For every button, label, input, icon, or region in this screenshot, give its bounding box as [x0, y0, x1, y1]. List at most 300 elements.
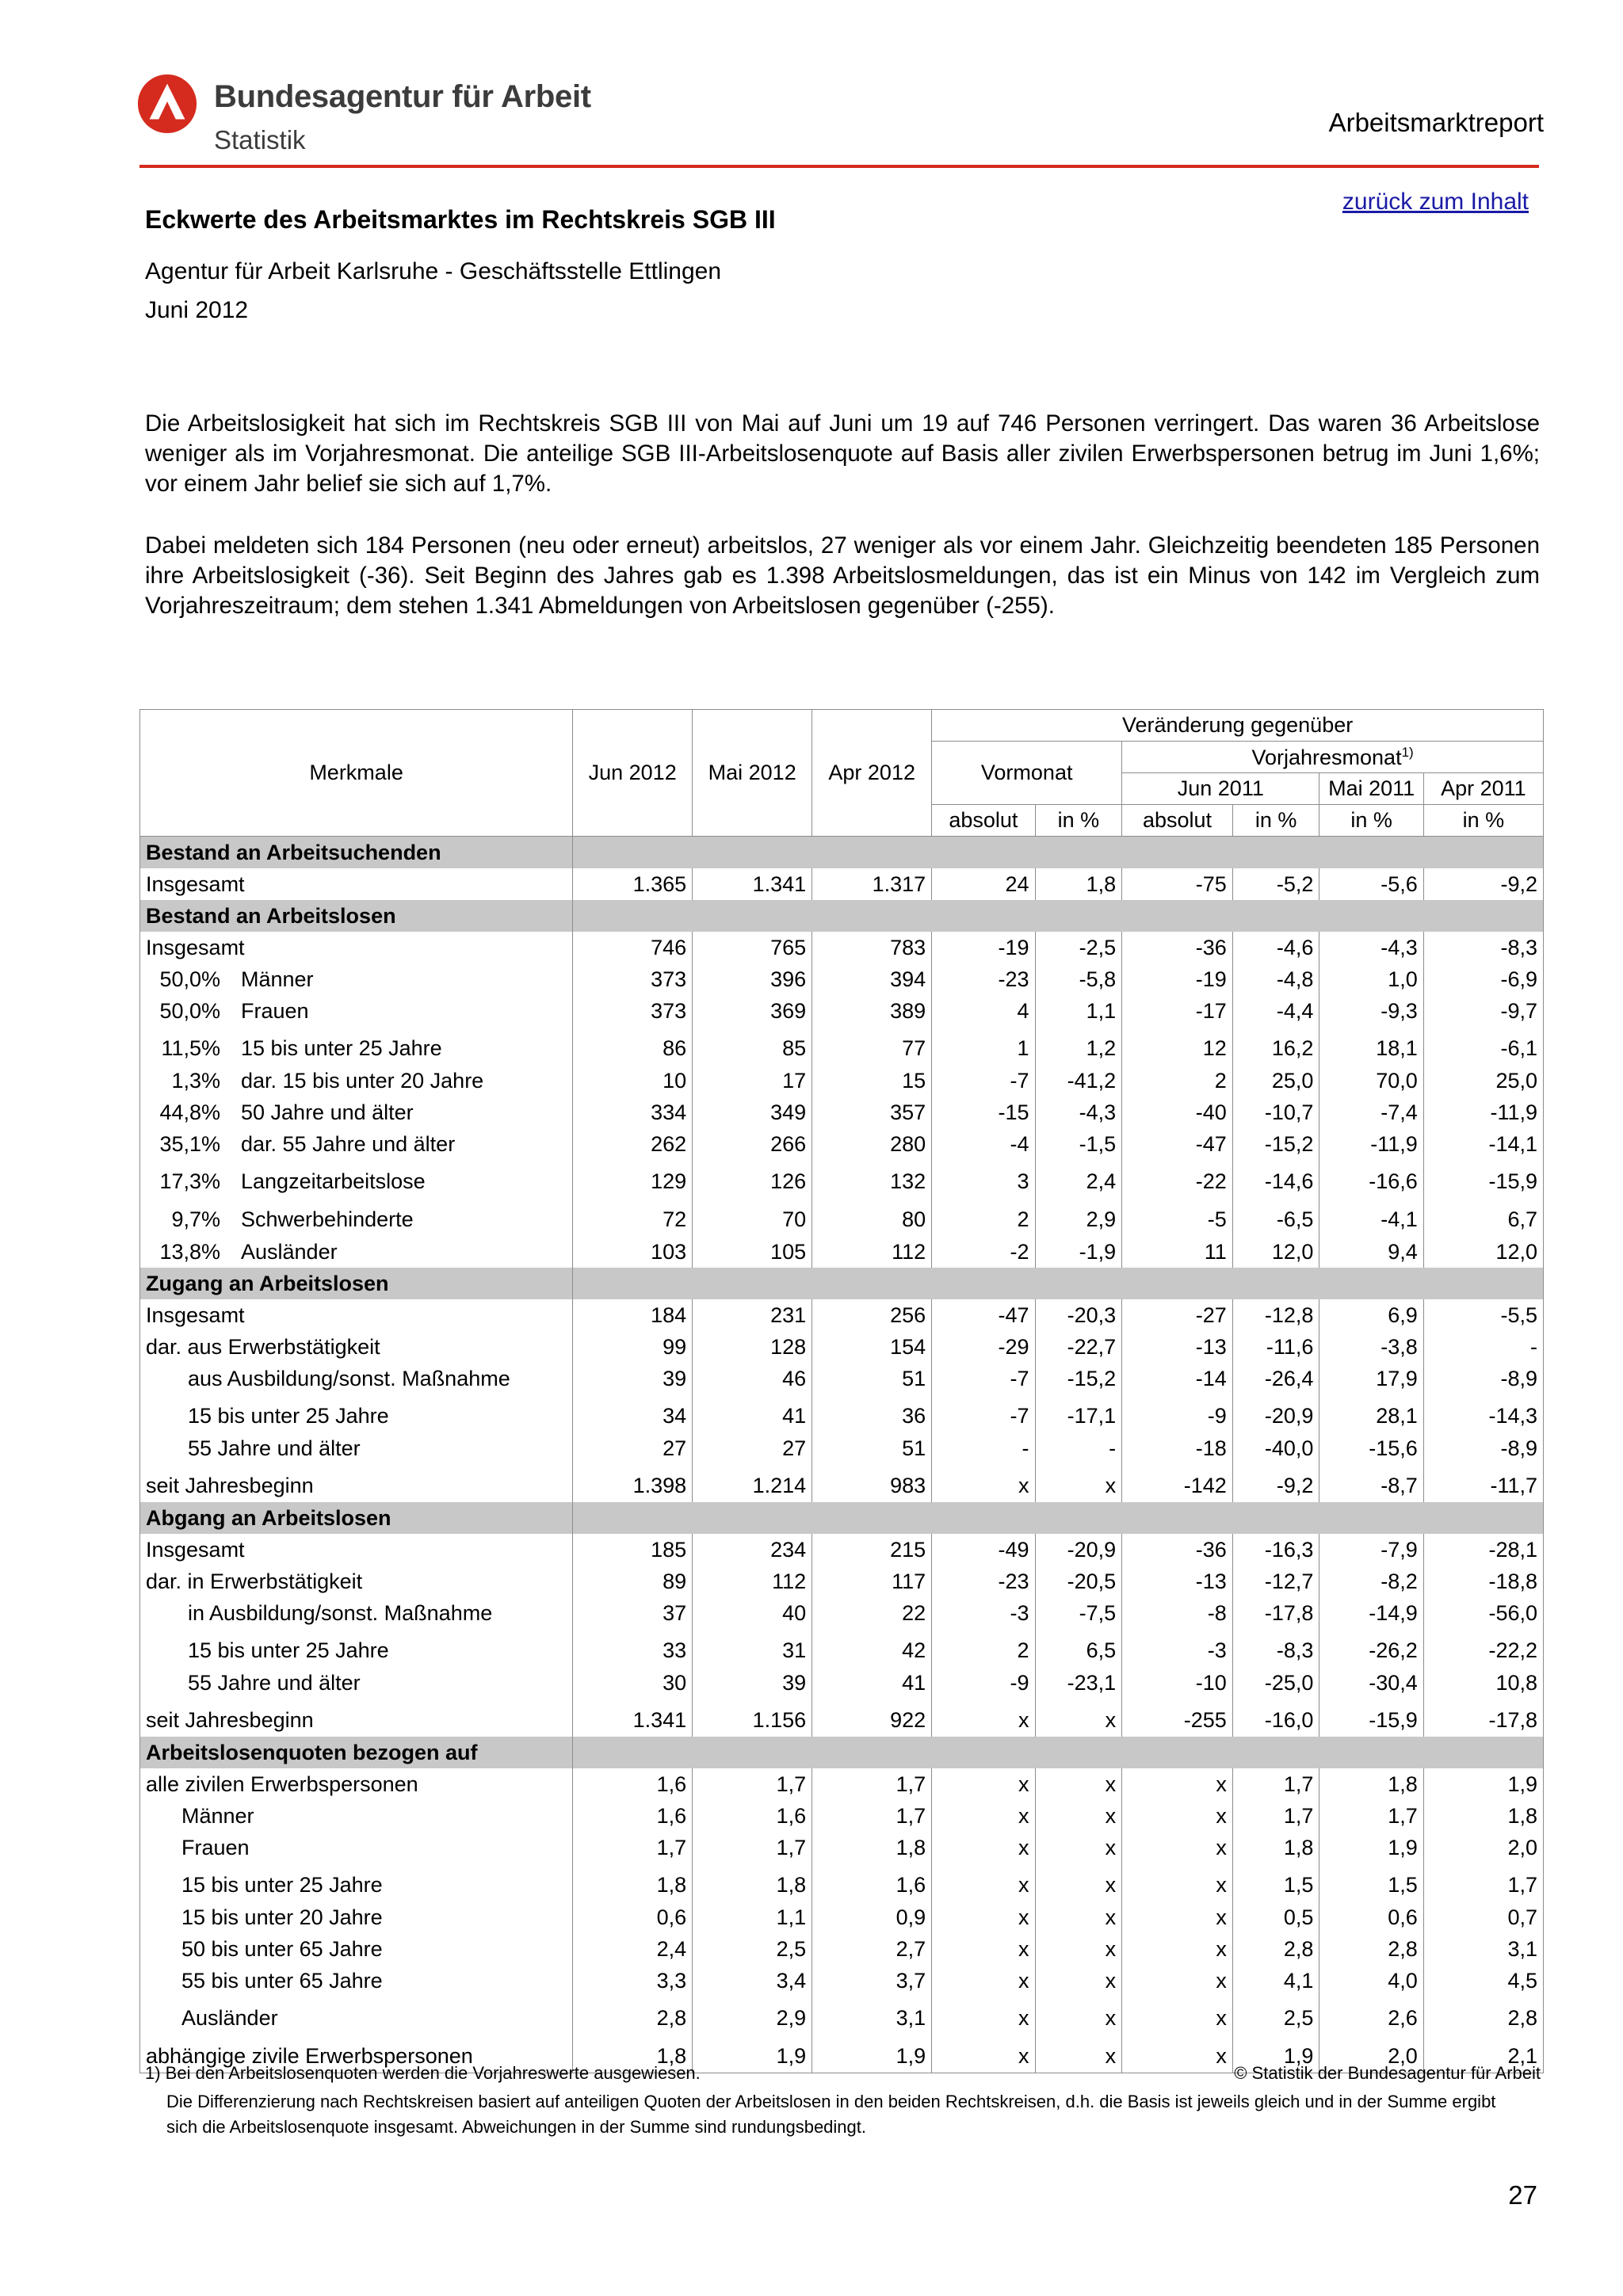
table-cell: -2 — [932, 1236, 1035, 1268]
table-cell: 0,5 — [1232, 1901, 1319, 1933]
table-row — [140, 963, 1544, 995]
table-cell: 17 — [693, 1065, 812, 1097]
table-row — [140, 1997, 1544, 2035]
table-cell: -18,8 — [1423, 1566, 1543, 1597]
table-cell: 1,8 — [573, 2035, 693, 2073]
row-label: Männer — [241, 967, 314, 991]
table-cell: -14 — [1122, 1363, 1233, 1394]
table-cell: 394 — [812, 963, 932, 995]
table-cell: -15,2 — [1035, 1363, 1122, 1394]
table-cell: 2,4 — [573, 1933, 693, 1965]
table-row — [140, 868, 1544, 900]
copyright-notice: © Statistik der Bundesagentur für Arbeit — [1234, 2063, 1541, 2083]
row-share: 9,7% — [171, 1207, 220, 1231]
row-label-cell — [140, 1394, 573, 1432]
table-row — [140, 1597, 1544, 1629]
table-cell: 33 — [573, 1629, 693, 1667]
table-cell: 2,9 — [1035, 1198, 1122, 1236]
table-cell: 2,8 — [1319, 1933, 1423, 1965]
table-cell: 70 — [693, 1198, 812, 1236]
table-cell: -5 — [1122, 1198, 1233, 1236]
row-label: 15 bis unter 25 Jahre — [188, 1638, 389, 1662]
table-cell: 4,0 — [1319, 1965, 1423, 1997]
table-cell: 4 — [932, 995, 1035, 1027]
table-cell: -7,5 — [1035, 1597, 1122, 1629]
table-cell: -11,9 — [1319, 1128, 1423, 1160]
table-cell: 31 — [693, 1629, 812, 1667]
table-cell: 99 — [573, 1331, 693, 1363]
row-label-cell — [140, 1768, 573, 1800]
table-cell: 22 — [812, 1597, 932, 1629]
header-vormonat: Vormonat — [932, 742, 1122, 805]
table-cell: 1,6 — [693, 1800, 812, 1832]
table-cell: -18 — [1122, 1432, 1233, 1464]
row-label: Frauen — [181, 1835, 250, 1859]
table-cell: -23 — [932, 1566, 1035, 1597]
footnote-marker: 1) — [1401, 745, 1414, 760]
table-cell: -8,9 — [1423, 1432, 1543, 1464]
table-cell: 262 — [573, 1128, 693, 1160]
table-cell: -56,0 — [1423, 1597, 1543, 1629]
table-body — [140, 837, 1544, 2073]
table-row — [140, 1464, 1544, 1502]
table-cell: -15 — [932, 1097, 1035, 1128]
org-subtitle: Statistik — [214, 125, 306, 154]
table-cell: -19 — [1122, 963, 1233, 995]
header-merkmale: Merkmale — [140, 710, 573, 837]
row-label: dar. in Erwerbstätigkeit — [146, 1569, 363, 1593]
header-in-pct: in % — [1319, 805, 1423, 837]
row-label-cell — [140, 1065, 573, 1097]
table-cell: 389 — [812, 995, 932, 1027]
header-in-pct: in % — [1423, 805, 1543, 837]
table-cell: 86 — [573, 1027, 693, 1065]
table-cell: -9 — [1122, 1394, 1233, 1432]
table-cell: x — [1122, 1863, 1233, 1901]
table-cell: x — [1122, 1997, 1233, 2035]
table-row — [140, 1800, 1544, 1832]
table-cell: -47 — [932, 1299, 1035, 1331]
row-label-cell — [140, 1198, 573, 1236]
table-cell: -4,3 — [1035, 1097, 1122, 1128]
table-cell: 2,8 — [1232, 1933, 1319, 1965]
table-cell: -17 — [1122, 995, 1233, 1027]
table-cell: 46 — [693, 1363, 812, 1394]
ba-logo-icon — [136, 73, 198, 135]
table-cell: -40,0 — [1232, 1432, 1319, 1464]
row-label: Ausländer — [181, 2005, 278, 2030]
table-cell: x — [1035, 1997, 1122, 2035]
table-cell: -7,4 — [1319, 1097, 1423, 1128]
table-cell: -9 — [932, 1667, 1035, 1699]
row-label-cell — [140, 1160, 573, 1198]
table-cell: 2,4 — [1035, 1160, 1122, 1198]
row-label: 55 bis unter 65 Jahre — [181, 1968, 383, 1993]
table-cell: -255 — [1122, 1699, 1233, 1737]
table-cell: -10 — [1122, 1667, 1233, 1699]
table-row — [140, 1065, 1544, 1097]
table-cell: 2,5 — [1232, 1997, 1319, 2035]
row-label-cell — [140, 1667, 573, 1699]
header-mai-2012: Mai 2012 — [693, 710, 812, 837]
table-cell: 0,9 — [812, 1901, 932, 1933]
table-cell: -7 — [932, 1394, 1035, 1432]
table-cell: 1.214 — [693, 1464, 812, 1502]
summary-paragraph: Dabei meldeten sich 184 Personen (neu oder erneut) arbeitslos, 27 weniger als vor einem Jahr. Gleichzeitig beendeten 185 Personen ihre Arbeitslosigkeit (-36). Seit Beginn des Jahres gab es 1.398 Arbeitslosmeldungen, das ist ein Minus von 142 im Vergleich zum Vorjahreszeitraum; dem stehen 1.341 Abmeldungen von Arbeitslosen gegenüber (-255). — [145, 532, 1540, 619]
table-cell: 10,8 — [1423, 1667, 1543, 1699]
table-cell: 1,8 — [1319, 1768, 1423, 1800]
table-cell: -19 — [932, 932, 1035, 963]
row-label-cell — [140, 1097, 573, 1128]
table-cell: 1,0 — [1319, 963, 1423, 995]
table-row — [140, 1863, 1544, 1901]
table-row — [140, 1933, 1544, 1965]
table-cell: 2 — [932, 1198, 1035, 1236]
table-cell: 103 — [573, 1236, 693, 1268]
table-cell: 15 — [812, 1065, 932, 1097]
table-cell: x — [1035, 1863, 1122, 1901]
row-label: 50 Jahre und älter — [241, 1100, 414, 1124]
table-cell: 1,8 — [1035, 868, 1122, 900]
row-label-cell — [140, 995, 573, 1027]
table-cell: 1.398 — [573, 1464, 693, 1502]
table-cell: 1,9 — [693, 2035, 812, 2073]
table-cell: -15,6 — [1319, 1432, 1423, 1464]
table-cell: 0,6 — [573, 1901, 693, 1933]
table-cell: 1 — [932, 1027, 1035, 1065]
table-cell: -2,5 — [1035, 932, 1122, 963]
table-cell: x — [932, 1699, 1035, 1737]
table-cell: -36 — [1122, 932, 1233, 963]
row-label: abhängige zivile Erwerbspersonen — [146, 2043, 473, 2068]
row-share: 50,0% — [159, 967, 220, 991]
table-cell: 1,8 — [812, 1832, 932, 1863]
table-row — [140, 1394, 1544, 1432]
header-jun-2012: Jun 2012 — [573, 710, 693, 837]
section-fill — [573, 1268, 1544, 1299]
table-cell: -26,4 — [1232, 1363, 1319, 1394]
table-cell: 12 — [1122, 1027, 1233, 1065]
table-cell: 1,8 — [1423, 1800, 1543, 1832]
table-cell: 12,0 — [1423, 1236, 1543, 1268]
table-cell: -13 — [1122, 1566, 1233, 1597]
table-cell: -22,7 — [1035, 1331, 1122, 1363]
table-cell: 2,1 — [1423, 2035, 1543, 2073]
page-number: 27 — [1508, 2180, 1537, 2210]
table-cell: -4,6 — [1232, 932, 1319, 963]
table-cell: -8,7 — [1319, 1464, 1423, 1502]
table-cell: -28,1 — [1423, 1534, 1543, 1566]
row-label-cell — [140, 1997, 573, 2035]
table-cell: -6,5 — [1232, 1198, 1319, 1236]
table-cell: 72 — [573, 1198, 693, 1236]
table-cell: - — [1423, 1331, 1543, 1363]
row-share: 17,3% — [159, 1169, 220, 1193]
table-cell: -9,2 — [1232, 1464, 1319, 1502]
table-row — [140, 1566, 1544, 1597]
table-cell: 12,0 — [1232, 1236, 1319, 1268]
table-cell: -12,8 — [1232, 1299, 1319, 1331]
table-cell: -17,8 — [1423, 1699, 1543, 1737]
row-label-cell — [140, 1027, 573, 1065]
table-cell: 1,2 — [1035, 1027, 1122, 1065]
table-cell: x — [1035, 2035, 1122, 2073]
table-cell: x — [932, 1832, 1035, 1863]
table-cell: -7 — [932, 1065, 1035, 1097]
table-row — [140, 1236, 1544, 1268]
table-cell: 112 — [693, 1566, 812, 1597]
back-to-contents-link[interactable]: zurück zum Inhalt — [1342, 189, 1529, 215]
table-cell: 369 — [693, 995, 812, 1027]
table-cell: -20,5 — [1035, 1566, 1122, 1597]
table-cell: -11,9 — [1423, 1097, 1543, 1128]
table-cell: x — [1122, 1768, 1233, 1800]
table-cell: 27 — [573, 1432, 693, 1464]
table-cell: -16,0 — [1232, 1699, 1319, 1737]
table-cell: 1,8 — [693, 1863, 812, 1901]
table-cell: x — [1122, 1965, 1233, 1997]
table-cell: 6,7 — [1423, 1198, 1543, 1236]
table-cell: -36 — [1122, 1534, 1233, 1566]
section-fill — [573, 1737, 1544, 1768]
table-cell: x — [1122, 1901, 1233, 1933]
table-cell: -12,7 — [1232, 1566, 1319, 1597]
table-cell: -30,4 — [1319, 1667, 1423, 1699]
table-cell: 1,8 — [573, 1863, 693, 1901]
table-cell: 126 — [693, 1160, 812, 1198]
row-label: alle zivilen Erwerbspersonen — [146, 1772, 418, 1796]
table-cell: -23 — [932, 963, 1035, 995]
table-cell: 27 — [693, 1432, 812, 1464]
section-title: Zugang an Arbeitslosen — [140, 1268, 573, 1299]
table-cell: 117 — [812, 1566, 932, 1597]
table-cell: 1,5 — [1232, 1863, 1319, 1901]
row-label: dar. 15 bis unter 20 Jahre — [241, 1068, 484, 1093]
table-cell: 334 — [573, 1097, 693, 1128]
row-label-cell — [140, 1597, 573, 1629]
table-cell: 51 — [812, 1363, 932, 1394]
table-cell: -7,9 — [1319, 1534, 1423, 1566]
table-cell: x — [932, 1933, 1035, 1965]
section-title: Abgang an Arbeitslosen — [140, 1502, 573, 1534]
table-row — [140, 1432, 1544, 1464]
table-cell: 37 — [573, 1597, 693, 1629]
table-cell: -11,7 — [1423, 1464, 1543, 1502]
table-cell: 1,7 — [1423, 1863, 1543, 1901]
table-cell: x — [932, 1863, 1035, 1901]
table-cell: 128 — [693, 1331, 812, 1363]
table-cell: 2,6 — [1319, 1997, 1423, 2035]
table-cell: x — [1035, 1901, 1122, 1933]
table-cell: -11,6 — [1232, 1331, 1319, 1363]
table-cell: 0,7 — [1423, 1901, 1543, 1933]
table-cell: x — [932, 1997, 1035, 2035]
table-cell: -16,6 — [1319, 1160, 1423, 1198]
table-cell: -20,9 — [1035, 1534, 1122, 1566]
row-label-cell — [140, 1965, 573, 1997]
footnote-detail: Die Differenzierung nach Rechtskreisen basiert auf anteiligen Quoten der Arbeitslosen in den beiden Rechtskreisen, d.h. die Basis ist jeweils gleich und in der Summe ergibt sich die Arbeitslosenquote insgesamt. Abweichungen in der Summe sind rundungsbedingt. — [166, 2092, 1496, 2137]
table-cell: 36 — [812, 1394, 932, 1432]
row-label-cell — [140, 1331, 573, 1363]
table-cell: x — [1122, 1933, 1233, 1965]
table-cell: 2 — [1122, 1065, 1233, 1097]
table-cell: -4,3 — [1319, 932, 1423, 963]
table-cell: -25,0 — [1232, 1667, 1319, 1699]
table-cell: 4,1 — [1232, 1965, 1319, 1997]
table-cell: -22,2 — [1423, 1629, 1543, 1667]
table-cell: 129 — [573, 1160, 693, 1198]
table-cell: 17,9 — [1319, 1363, 1423, 1394]
table-cell: -5,6 — [1319, 868, 1423, 900]
org-name: Bundesagentur für Arbeit — [214, 79, 591, 114]
table-cell: 765 — [693, 932, 812, 963]
row-label-cell — [140, 868, 573, 900]
table-cell: -3,8 — [1319, 1331, 1423, 1363]
table-cell: 77 — [812, 1027, 932, 1065]
summary-paragraph: Die Arbeitslosigkeit hat sich im Rechtskreis SGB III von Mai auf Juni um 19 auf 746 Personen verringert. Das waren 36 Arbeitslose weniger als im Vorjahresmonat. Die anteilige SGB III-Arbeitslosenquote auf Basis aller zivilen Erwerbspersonen betrug im Juni 1,6%; vor einem Jahr belief sie sich auf 1,7%. — [145, 410, 1540, 497]
table-cell: 280 — [812, 1128, 932, 1160]
row-label-cell — [140, 1800, 573, 1832]
table-cell: -8,3 — [1423, 932, 1543, 963]
table-cell: -15,9 — [1319, 1699, 1423, 1737]
table-cell: 983 — [812, 1464, 932, 1502]
table-cell: -9,2 — [1423, 868, 1543, 900]
table-cell: 3 — [932, 1160, 1035, 1198]
table-cell: 9,4 — [1319, 1236, 1423, 1268]
table-cell: x — [1035, 1800, 1122, 1832]
table-cell: 1,7 — [812, 1768, 932, 1800]
row-label: 15 bis unter 25 Jahre — [181, 1872, 383, 1897]
table-cell: 1,7 — [812, 1800, 932, 1832]
table-cell: -26,2 — [1319, 1629, 1423, 1667]
table-cell: -14,6 — [1232, 1160, 1319, 1198]
table-cell: -142 — [1122, 1464, 1233, 1502]
table-cell: 2,9 — [693, 1997, 812, 2035]
table-cell: 11 — [1122, 1236, 1233, 1268]
table-cell: -4 — [932, 1128, 1035, 1160]
table-row — [140, 1331, 1544, 1363]
table-cell: -1,9 — [1035, 1236, 1122, 1268]
table-cell: 0,6 — [1319, 1901, 1423, 1933]
row-label-cell — [140, 1464, 573, 1502]
table-cell: 1,8 — [1232, 1832, 1319, 1863]
table-cell: 112 — [812, 1236, 932, 1268]
section-title: Arbeitslosenquoten bezogen auf — [140, 1737, 573, 1768]
table-row — [140, 1901, 1544, 1933]
table-row — [140, 1128, 1544, 1160]
table-cell: x — [1035, 1965, 1122, 1997]
table-cell: 6,9 — [1319, 1299, 1423, 1331]
table-cell: 42 — [812, 1629, 932, 1667]
row-label-cell — [140, 1699, 573, 1737]
table-cell: x — [1035, 1699, 1122, 1737]
header-in-pct: in % — [1035, 805, 1122, 837]
table-row — [140, 1965, 1544, 1997]
table-cell: -22 — [1122, 1160, 1233, 1198]
table-cell: x — [1122, 1832, 1233, 1863]
row-label-cell — [140, 1901, 573, 1933]
table-cell: 373 — [573, 963, 693, 995]
table-cell: 16,2 — [1232, 1027, 1319, 1065]
labour-market-table — [139, 709, 1544, 2073]
row-label-cell — [140, 1832, 573, 1863]
row-label: 15 bis unter 25 Jahre — [188, 1403, 389, 1428]
table-cell: x — [932, 2035, 1035, 2073]
table-cell: 34 — [573, 1394, 693, 1432]
footnote: 1) Bei den Arbeitslosenquoten werden die Vorjahreswerte ausgewiesen. — [145, 2063, 701, 2083]
row-label-cell — [140, 1863, 573, 1901]
header-rule — [139, 165, 1539, 168]
table-cell: 3,1 — [812, 1997, 932, 2035]
table-cell: 1,7 — [1232, 1768, 1319, 1800]
row-label: 55 Jahre und älter — [188, 1670, 361, 1695]
table-cell: -16,3 — [1232, 1534, 1319, 1566]
table-cell: x — [1035, 1768, 1122, 1800]
row-label: Schwerbehinderte — [241, 1207, 414, 1231]
table-row — [140, 1667, 1544, 1699]
row-label-cell — [140, 1566, 573, 1597]
row-label: seit Jahresbeginn — [146, 1707, 314, 1732]
row-label: dar. 55 Jahre und älter — [241, 1131, 456, 1156]
table-cell: 1,7 — [1232, 1800, 1319, 1832]
table-cell: 89 — [573, 1566, 693, 1597]
row-label: Insgesamt — [146, 1537, 245, 1562]
table-cell: -5,5 — [1423, 1299, 1543, 1331]
table-cell: 256 — [812, 1299, 932, 1331]
table-cell: -20,9 — [1232, 1394, 1319, 1432]
row-label: in Ausbildung/sonst. Maßnahme — [188, 1600, 493, 1625]
table-cell: 2,8 — [573, 1997, 693, 2035]
header-mai-2011: Mai 2011 — [1319, 773, 1423, 805]
section-header — [140, 837, 1544, 869]
row-label: Ausländer — [241, 1239, 338, 1264]
table-cell: -17,8 — [1232, 1597, 1319, 1629]
table-cell: 70,0 — [1319, 1065, 1423, 1097]
table-cell: 41 — [812, 1667, 932, 1699]
table-cell: -5,2 — [1232, 868, 1319, 900]
row-label-cell — [140, 932, 573, 963]
section-header — [140, 1737, 1544, 1768]
table-cell: 85 — [693, 1027, 812, 1065]
row-label-cell — [140, 1128, 573, 1160]
table-cell: 28,1 — [1319, 1394, 1423, 1432]
table-cell: x — [1035, 1832, 1122, 1863]
table-cell: -3 — [1122, 1629, 1233, 1667]
row-label-cell — [140, 1534, 573, 1566]
row-label: Langzeitarbeitslose — [241, 1169, 426, 1193]
table-cell: 25,0 — [1232, 1065, 1319, 1097]
table-row — [140, 1097, 1544, 1128]
table-cell: -4,4 — [1232, 995, 1319, 1027]
section-fill — [573, 837, 1544, 869]
table-cell: -14,3 — [1423, 1394, 1543, 1432]
table-row — [140, 1832, 1544, 1863]
table-cell: -27 — [1122, 1299, 1233, 1331]
table-cell: 396 — [693, 963, 812, 995]
table-cell: 184 — [573, 1299, 693, 1331]
table-cell: 746 — [573, 932, 693, 963]
table-cell: 357 — [812, 1097, 932, 1128]
table-cell: x — [932, 1464, 1035, 1502]
table-cell: -9,7 — [1423, 995, 1543, 1027]
header-jun-2011: Jun 2011 — [1122, 773, 1319, 805]
table-cell: 1,7 — [1319, 1800, 1423, 1832]
table-row — [140, 1768, 1544, 1800]
table-cell: - — [1035, 1432, 1122, 1464]
row-label: seit Jahresbeginn — [146, 1473, 314, 1497]
table-cell: 1,9 — [1232, 2035, 1319, 2073]
table-cell: x — [1122, 2035, 1233, 2073]
